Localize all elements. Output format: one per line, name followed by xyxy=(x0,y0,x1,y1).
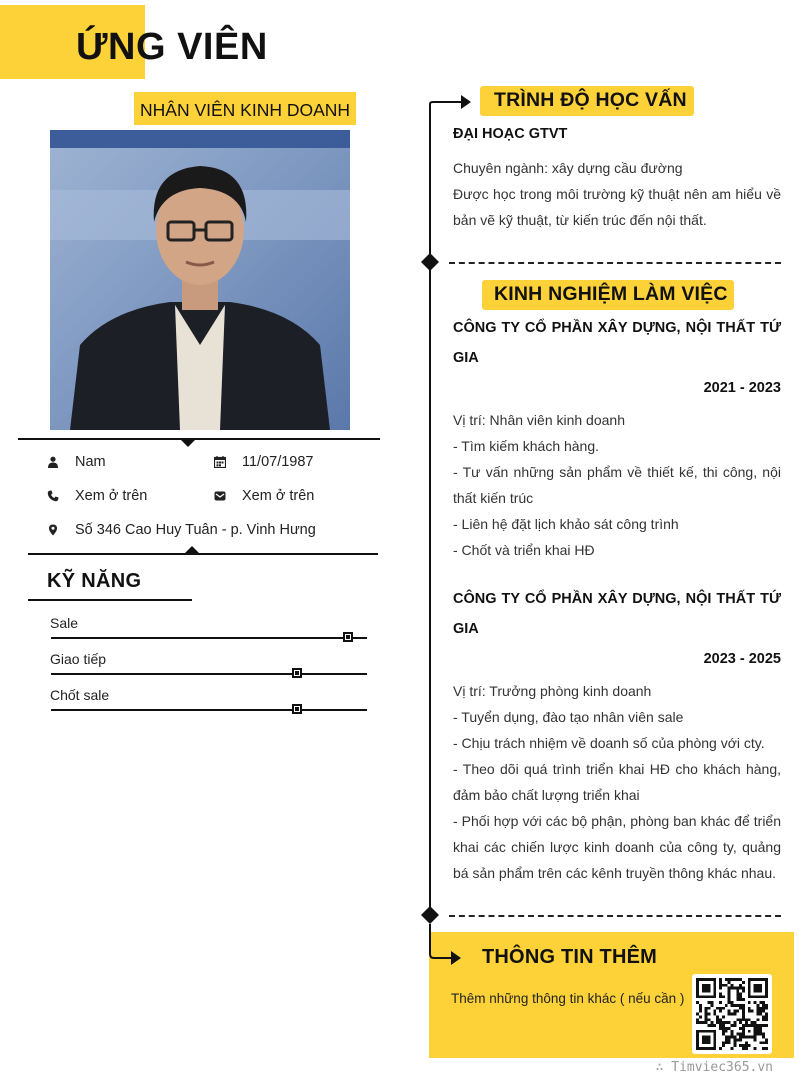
job-line: Vị trí: Trưởng phòng kinh doanh xyxy=(453,683,652,699)
job-entry xyxy=(453,313,781,563)
job-line: - Phối hợp với các bộ phận, phòng ban khác để triển khai các chiến lược kinh doanh của công ty, quảng bá sản phẩm trên các kênh truyền thông khác nhau. xyxy=(453,813,781,881)
job-company: CÔNG TY CỔ PHẦN XÂY DỰNG, NỘI THẤT TỨ GIA xyxy=(453,591,781,637)
email-value: Xem ở trên xyxy=(242,488,315,504)
education-divider xyxy=(449,262,781,264)
job-title: NHÂN VIÊN KINH DOANH xyxy=(134,92,356,125)
location-icon xyxy=(47,524,59,536)
skills-underline xyxy=(28,599,192,601)
address-row xyxy=(47,520,316,540)
birthday-row xyxy=(214,452,314,472)
skill-level-knob xyxy=(292,668,302,678)
phone-icon xyxy=(47,490,59,502)
job-period: 2023 - 2025 xyxy=(703,651,781,667)
education-school: ĐẠI HOẠC GTVT xyxy=(453,126,568,142)
portrait-image xyxy=(50,130,350,430)
gender-value: Nam xyxy=(75,454,106,470)
email-row xyxy=(214,486,314,506)
address-value: Số 346 Cao Huy Tuân - p. Vinh Hưng xyxy=(75,522,316,538)
job-line: - Liên hệ đặt lịch khảo sát công trình xyxy=(453,516,679,532)
experience-divider xyxy=(449,915,781,917)
qr-code xyxy=(692,974,772,1054)
info-bottom-divider xyxy=(28,553,378,555)
info-bottom-pointer xyxy=(184,546,200,554)
timeline-diamond-icon xyxy=(421,253,439,271)
timeline-line xyxy=(429,110,431,920)
phone-row xyxy=(47,486,147,506)
job-entry xyxy=(453,584,781,886)
watermark-text: Timviec365.vn xyxy=(671,1060,773,1075)
skill-label: Giao tiếp xyxy=(50,651,107,667)
job-line: Vị trí: Nhân viên kinh doanh xyxy=(453,412,625,428)
skill-level-knob xyxy=(292,704,302,714)
job-line: - Tuyển dụng, đào tạo nhân viên sale xyxy=(453,709,684,725)
job-period: 2021 - 2023 xyxy=(703,380,781,396)
job-company: CÔNG TY CỔ PHẦN XÂY DỰNG, NỘI THẤT TỨ GIA xyxy=(453,320,781,366)
watermark xyxy=(656,1060,773,1075)
skills-title: KỸ NĂNG xyxy=(47,570,142,592)
skill-label: Sale xyxy=(50,615,79,631)
skill-track xyxy=(51,673,367,675)
extra-text: Thêm những thông tin khác ( nếu cần ) xyxy=(451,991,685,1006)
skill-level-knob xyxy=(343,632,353,642)
job-line: - Chốt và triển khai HĐ xyxy=(453,542,595,558)
watermark-logo-icon: ∴ xyxy=(655,1060,672,1075)
skill-label: Chốt sale xyxy=(50,687,110,703)
gender-row xyxy=(47,452,106,472)
job-line: - Tìm kiếm khách hàng. xyxy=(453,438,600,454)
timeline-diamond-icon xyxy=(421,906,439,924)
candidate-name: ỨNG VIÊN xyxy=(76,26,268,68)
skill-track xyxy=(51,637,367,639)
skill-track xyxy=(51,709,367,711)
phone-value: Xem ở trên xyxy=(75,488,148,504)
info-top-divider xyxy=(18,438,380,440)
birthday-value: 11/07/1987 xyxy=(242,454,314,470)
job-line: - Chịu trách nhiệm về doanh số của phòng với cty. xyxy=(453,735,765,751)
job-line: - Tư vấn những sản phẩm về thiết kế, thi công, nội thất kiến trúc xyxy=(453,464,781,506)
user-icon xyxy=(47,456,59,468)
calendar-icon xyxy=(214,456,226,468)
education-major: Chuyên ngành: xây dựng cầu đường xyxy=(453,160,683,176)
timeline-arrow-icon xyxy=(429,94,473,114)
candidate-photo xyxy=(50,130,350,430)
experience-title: KINH NGHIỆM LÀM VIỆC xyxy=(494,283,728,305)
education-title: TRÌNH ĐỘ HỌC VẤN xyxy=(494,89,687,111)
email-icon xyxy=(214,490,226,502)
qr-code-icon xyxy=(696,978,768,1050)
extra-arrow-icon xyxy=(429,924,463,972)
education-description: Được học trong môi trường kỹ thuật nên am hiểu về bản vẽ kỹ thuật, từ kiến trúc đến nội thất. xyxy=(453,186,781,228)
job-line: - Theo dõi quá trình triển khai HĐ cho khách hàng, đảm bảo chất lượng triển khai xyxy=(453,761,781,803)
info-top-pointer xyxy=(180,439,196,447)
extra-title: THÔNG TIN THÊM xyxy=(482,946,658,968)
